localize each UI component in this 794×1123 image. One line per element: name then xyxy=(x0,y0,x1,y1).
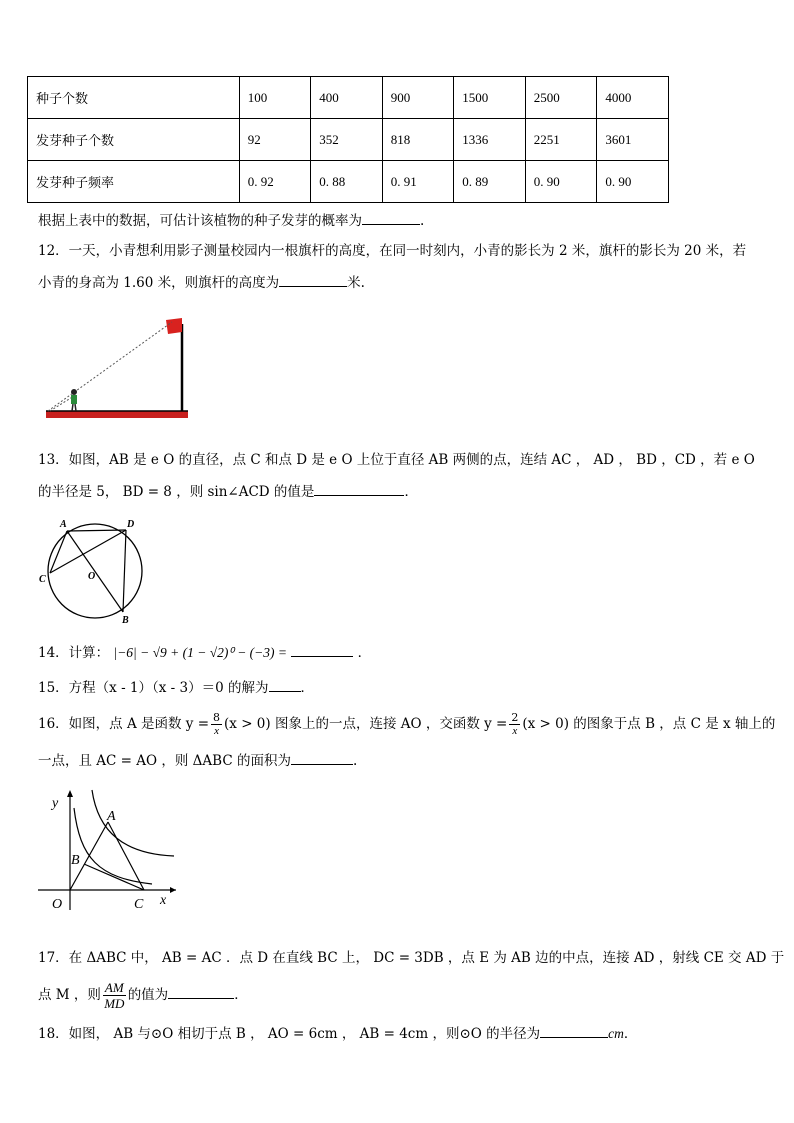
label-b: B xyxy=(71,853,80,868)
question-16-line-2 xyxy=(38,750,357,771)
question-text: 15．方程（x - 1）（x - 3）＝0 的解为 xyxy=(38,680,269,696)
question-16-line-1 xyxy=(38,710,775,738)
table-row-header: 发芽种子频率 xyxy=(28,161,240,203)
hyperbola-graph xyxy=(34,786,184,916)
table-cell: 1336 xyxy=(454,119,526,161)
question-text: 的半径是 5， BD = 8 ，则 sin∠ACD 的值是 xyxy=(38,484,315,500)
flagpole-shadow-figure xyxy=(44,316,190,422)
punctuation: ． xyxy=(300,680,315,696)
label-c: C xyxy=(134,897,144,912)
table-row xyxy=(28,77,669,119)
table-cell: 4000 xyxy=(597,77,669,119)
segment-ac xyxy=(108,822,144,890)
table-cell: 100 xyxy=(239,77,310,119)
table-cell: 0. 92 xyxy=(239,161,310,203)
punctuation: . xyxy=(420,213,425,229)
punctuation: ． xyxy=(234,987,248,1003)
question-text: 小青的身高为 1.60 米，则旗杆的高度为 xyxy=(38,275,280,291)
question-17-line-1: 17．在 ΔABC 中， AB = AC ．点 D 在直线 BC 上， DC = 3DB ，点 E 为 AB 边的中点，连接 AD ，射线 CE 交 AD 于 xyxy=(38,950,785,966)
question-text: 一点，且 AC = AO ，则 ΔABC 的面积为 xyxy=(38,753,291,769)
question-17-line-2 xyxy=(38,980,248,1011)
segment-cd xyxy=(50,530,126,573)
table-row xyxy=(28,119,669,161)
answer-blank xyxy=(291,750,353,765)
question-13-line-2 xyxy=(38,481,418,502)
question-text: 14．计算： xyxy=(38,645,110,661)
table-row xyxy=(28,161,669,203)
table-cell: 1500 xyxy=(454,77,526,119)
question-14 xyxy=(38,642,371,663)
question-12-line-2 xyxy=(38,272,365,293)
curve-y-8-over-x xyxy=(92,790,174,856)
table-cell: 2251 xyxy=(525,119,597,161)
flag-icon xyxy=(166,318,182,334)
table-cell: 0. 88 xyxy=(311,161,382,203)
question-text: 18．如图， AB 与⊙O 相切于点 B ， AO = 6cm ， AB = 4cm ，则⊙O 的半径为 xyxy=(38,1026,541,1042)
fraction-2-over-x: $\frac{2}{x}$ xyxy=(511,711,519,737)
answer-blank xyxy=(362,210,420,225)
label-c: C xyxy=(39,574,46,585)
fraction-am-over-md: $\frac{AM}{MD}$ xyxy=(104,980,125,1011)
table-cell: 3601 xyxy=(597,119,669,161)
label-a: A xyxy=(107,809,116,824)
table-cell: 818 xyxy=(382,119,453,161)
fraction-8-over-x: $\frac{8}{x}$ xyxy=(213,711,221,737)
answer-blank xyxy=(269,677,301,692)
person-icon xyxy=(71,389,77,411)
question-12-line-1: 12．一天，小青想利用影子测量校园内一根旗杆的高度，在同一时刻内，小青的影长为 2 米，旗杆的影长为 20 米，若 xyxy=(38,243,747,259)
question-text: (x > 0) 的图象于点 B ，点 C 是 x 轴上的 xyxy=(522,716,776,732)
question-text: 点 M ，则 xyxy=(38,987,101,1003)
table-cell: 0. 90 xyxy=(525,161,597,203)
answer-blank xyxy=(168,984,234,999)
seed-germination-table xyxy=(27,76,669,203)
question-15 xyxy=(38,677,314,698)
label-o: O xyxy=(88,571,96,582)
label-b: B xyxy=(122,615,129,625)
table-cell: 0. 90 xyxy=(597,161,669,203)
table-cell: 400 xyxy=(311,77,382,119)
question-text: 的值为 xyxy=(127,987,169,1003)
sun-ray-line xyxy=(48,322,172,411)
label-y: y xyxy=(52,796,59,811)
segment-ad xyxy=(67,530,126,531)
question-13-line-1: 13．如图，AB 是 e O 的直径，点 C 和点 D 是 e O 上位于直径 AB 两侧的点，连结 AC ， AD ， BD ，CD ，若 e O xyxy=(38,452,755,468)
punctuation: ． xyxy=(623,1026,638,1042)
table-cell: 0. 89 xyxy=(454,161,526,203)
label-x: x xyxy=(160,893,167,908)
segment-bd xyxy=(123,530,126,612)
answer-blank xyxy=(314,481,404,496)
label-d: D xyxy=(127,519,135,530)
answer-blank xyxy=(279,272,347,287)
table-cell: 92 xyxy=(239,119,310,161)
question-text: 根据上表中的数据，可估计该植物的种子发芽的概率为 xyxy=(38,213,362,229)
answer-blank xyxy=(291,642,353,657)
unit-text: 米. xyxy=(347,275,365,291)
table-cell: 2500 xyxy=(525,77,597,119)
question-11-tail xyxy=(38,210,424,231)
ground-bar xyxy=(46,411,188,418)
punctuation: ． xyxy=(404,484,418,500)
question-text: 16．如图，点 A 是函数 y = xyxy=(38,716,210,732)
table-cell: 352 xyxy=(311,119,382,161)
table-row-header: 发芽种子个数 xyxy=(28,119,240,161)
question-text: (x > 0) 图象上的一点，连接 AO ，交函数 y = xyxy=(224,716,508,732)
segment-bc xyxy=(84,864,144,890)
table-row-header: 种子个数 xyxy=(28,77,240,119)
punctuation: ． xyxy=(357,645,372,661)
circle-diagram xyxy=(34,515,154,625)
punctuation: . xyxy=(352,753,358,769)
table-cell: 900 xyxy=(382,77,453,119)
unit-text: cm xyxy=(608,1026,624,1041)
answer-blank xyxy=(540,1023,608,1038)
question-18 xyxy=(38,1023,637,1044)
label-o: O xyxy=(52,897,63,912)
table-cell: 0. 91 xyxy=(382,161,453,203)
label-a: A xyxy=(60,519,67,530)
math-expression: |−6| − √9 + (1 − √2)⁰ − (−3) = xyxy=(113,645,288,660)
